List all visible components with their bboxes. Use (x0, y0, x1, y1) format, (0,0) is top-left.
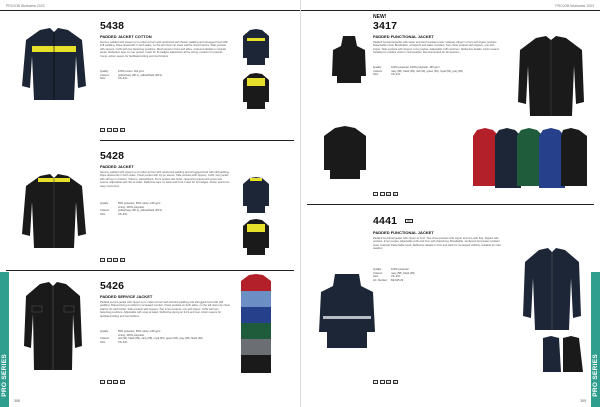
iron-icon: ▱ (114, 259, 117, 262)
product-name: PADDED SERVICE JACKET (100, 294, 153, 299)
product-specs: Quality: 65% polyester, 35% cotton, 245 g/m² Lining: 100% polyester Colours: red (30), black (99), navy (58), royal (53), green (64), grey (96), black (99) Size: XS–4XL (100, 330, 203, 344)
product-specs: Quality: 100% polyester, 100% polyester, 150 g/m² Colours: navy (58), black (99), red (30), green (64), royal (53), grey (96) Size: XS–4XL (373, 66, 463, 76)
jacket-5428-navy-image (242, 176, 270, 214)
page-number-left: 308 (14, 399, 20, 403)
jacket-5438-back-image (242, 28, 270, 66)
product-name: PADDED JACKET COTTON (100, 34, 152, 39)
jacket-5438-front-image (20, 26, 88, 102)
product-name: PADDED FUNCTIONAL JACKET (373, 34, 434, 39)
brand-header-left: PROJOB Workwear 2023 (6, 4, 45, 8)
product-name: PADDED FUNCTIONAL JACKET (373, 230, 434, 235)
jacket-4441-front-image (521, 248, 583, 332)
product-description: Padded service jacket with zipper up to collar at front with stitched padding and shrugged hood with stiff padding. Robust lining at collar for increased comfort. Chest pockets on both sides, on the left chest zip chest wall for ID card holder. Side pockets with zippers. Two inner pockets, one with zipper. Cuffs with two fastening positions. Adjustable with snap at waist. Reflective piping on front and rear. Action seams for facilitated sitting and tool holders. (100, 301, 230, 318)
hanger-icon: ⌂ (101, 129, 104, 132)
product-number: 5438 (100, 20, 125, 32)
care-icons (100, 380, 125, 384)
hanger-icon: ⌂ (374, 193, 377, 196)
header-rule (301, 10, 600, 11)
hanger-icon: ⌂ (101, 259, 104, 262)
brand-header-right: PROJOB Workwear 2023 (555, 4, 594, 8)
wash-icon: ◡ (107, 129, 111, 132)
new-tag: NEW! (373, 14, 387, 20)
hanger-icon: ⌂ (101, 381, 104, 384)
iron-icon: ▱ (114, 381, 117, 384)
header-rule (0, 10, 300, 11)
jacket-5426-color-variants-image (240, 274, 272, 374)
jacket-5428-black-image (242, 218, 270, 256)
care-icons (373, 192, 398, 196)
jacket-5438-yellow-image (242, 72, 270, 110)
hi-vis-badge: HV (405, 219, 413, 223)
tumble-dry-icon: ◎ (393, 381, 397, 384)
iron-icon: ▱ (114, 129, 117, 132)
section-divider (307, 204, 594, 205)
jacket-3417-front-image (516, 36, 586, 118)
wash-icon: ◡ (380, 193, 384, 196)
jacket-5426-front-image (22, 280, 84, 372)
tumble-dry-icon: ◎ (393, 193, 397, 196)
wash-icon: ◡ (107, 381, 111, 384)
product-specs: Quality: 100% cotton, 310 g/m² Colours: yellow/navy (96 1), yellow/black (99 9) Size: XS–4XL (100, 70, 162, 80)
care-icons (373, 380, 398, 384)
right-page (300, 0, 600, 407)
section-divider (6, 270, 294, 271)
jacket-5428-front-image (20, 172, 88, 250)
product-description: Padded functional jacket with water and wind resistant outer material. Zipper in front with zipper pockets. Detachable hood. Breathable, windproof and water resistant. Two chest pockets with zippers, one with zipper. Side pockets with zippers. Inner pocket. Adjustable cuffs and hem. Reflective details. Action seams. Suitable for outdoor work in cold weather. Recommended for all seasons. (373, 41, 500, 55)
product-number: 3417 (373, 20, 398, 32)
product-description: Service padded with slower up to collar at front with reinforced with thicker padding and shrugged hood with stiff padding. Rope drawcords in both sides, on the left chest zip chest wall for chest buttons. Side pockets with zippers. Cuffs with two fastening positions. Mesh piped in front and sides. Coloured details in contrast areas. Reflective tape on rear pocket. Insert for ID badges adjustment-all for sizing: position for preside. Comp. action seams for facilitated sitting and tool holders. (100, 41, 228, 58)
tumble-dry-icon: ◎ (120, 381, 124, 384)
page-number-right: 309 (580, 399, 586, 403)
tumble-dry-icon: ◎ (120, 129, 124, 132)
product-description: Service padded with slower up to collar at front with reinforced padding and shrugged hood with stiff padding. Rope drawcords in both sides. Chest pocket with zip on sleeve. Side pockets with zippers. Cuffs, two pocket with slit hem in bottom. Colours: yellow/black. Front pocket with hood, zippered pockets with press and seams. Adjustable with ribs at waist. Reflective tape on back and front. Insert for ID badges. Action seams for easy movement. (100, 171, 230, 188)
care-icons (100, 258, 125, 262)
product-number: 5428 (100, 150, 125, 162)
care-icons (100, 128, 125, 132)
jacket-3417-color-variants-image (471, 126, 589, 192)
product-specs: Quality: 65% polyester, 35% cotton, 245 g/m² Lining: 100% polyester Colours: yellow/navy (96 1), yellow/black (99 9) Size: XS–4XL (100, 202, 162, 216)
iron-icon: ▱ (387, 193, 390, 196)
product-specs: Quality: 100% polyester Colours: navy (58), black (99) Size: XS–4XL Art. Number: BE 645 29 (373, 268, 415, 282)
product-number: 4441 (373, 215, 398, 227)
product-name: PADDED JACKET (100, 164, 134, 169)
iron-icon: ▱ (387, 381, 390, 384)
jacket-4441-variant-image (541, 334, 585, 374)
series-side-tab-left: PRO SERIES (0, 272, 9, 407)
product-number: 5426 (100, 280, 125, 292)
wash-icon: ◡ (380, 381, 384, 384)
jacket-4441-hood-image (317, 274, 377, 350)
product-description: Padded functional jacket with zipper at front. Two chest pockets with zipper and one with flap. Zipped side pockets. Inner pocket. Adjustable cuffs and hem with drawstring. Breathable, windproof and water resistant outer material. Detachable hood. Reflective details in front and back for increased visibility. Suitable for cold weather. (373, 237, 501, 251)
jacket-3417-back-image (323, 126, 367, 180)
wash-icon: ◡ (107, 259, 111, 262)
tumble-dry-icon: ◎ (120, 259, 124, 262)
series-side-tab-right: PRO SERIES (591, 272, 600, 407)
section-divider (100, 140, 294, 141)
jacket-3417-hood-image (331, 36, 367, 84)
hanger-icon: ⌂ (374, 381, 377, 384)
